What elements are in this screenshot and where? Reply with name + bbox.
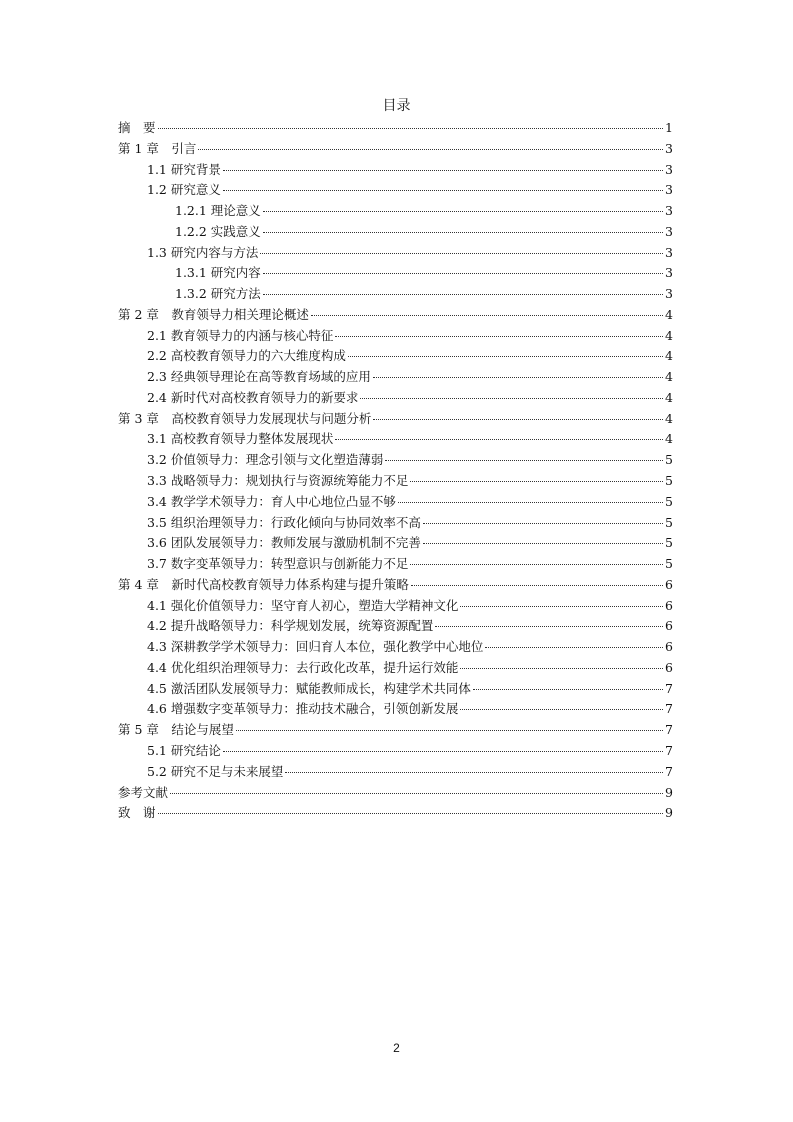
toc-leader-dots bbox=[158, 128, 664, 129]
toc-leader-dots bbox=[411, 585, 663, 586]
toc-leader-dots bbox=[263, 273, 663, 274]
toc-entry-page: 7 bbox=[665, 701, 673, 717]
toc-leader-dots bbox=[423, 523, 663, 524]
toc-entry[interactable] bbox=[118, 222, 673, 243]
toc-entry-page: 3 bbox=[665, 203, 673, 219]
toc-entry-text: 第 2 章 教育领导力相关理论概述 bbox=[118, 306, 309, 322]
toc-entry-text: 3.5 组织治理领导力：行政化倾向与协同效率不高 bbox=[147, 514, 421, 530]
toc-entry-text: 4.4 优化组织治理领导力：去行政化改革，提升运行效能 bbox=[147, 659, 459, 675]
toc-entry-text: 5.1 研究结论 bbox=[147, 742, 221, 758]
toc-leader-dots bbox=[460, 606, 663, 607]
toc-entry-text: 1.2.2 实践意义 bbox=[175, 223, 261, 239]
toc-entry[interactable] bbox=[118, 554, 673, 575]
toc-entry-page: 5 bbox=[665, 514, 673, 530]
toc-entry-text: 1.3 研究内容与方法 bbox=[147, 244, 259, 260]
toc-entry-page: 9 bbox=[665, 805, 673, 821]
toc-entry-page: 3 bbox=[665, 265, 673, 281]
toc-leader-dots bbox=[398, 502, 663, 503]
toc-entry-page: 4 bbox=[665, 306, 673, 322]
toc-entry-page: 6 bbox=[665, 618, 673, 634]
toc-leader-dots bbox=[260, 253, 663, 254]
page-number: 2 bbox=[393, 1041, 400, 1055]
toc-entry-text: 1.2 研究意义 bbox=[147, 182, 221, 198]
toc-entry[interactable] bbox=[118, 575, 673, 596]
toc-entry-text: 5.2 研究不足与未来展望 bbox=[147, 763, 284, 779]
toc-entry[interactable] bbox=[118, 180, 673, 201]
toc-entry-page: 5 bbox=[665, 556, 673, 572]
toc-entry-text: 3.6 团队发展领导力：教师发展与激励机制不完善 bbox=[147, 535, 421, 551]
toc-entry[interactable] bbox=[118, 326, 673, 347]
toc-entry-page: 5 bbox=[665, 452, 673, 468]
toc-entry-page: 6 bbox=[665, 639, 673, 655]
toc-entry-text: 3.2 价值领导力：理念引领与文化塑造薄弱 bbox=[147, 452, 384, 468]
toc-entry-page: 4 bbox=[665, 389, 673, 405]
toc-entry[interactable] bbox=[118, 699, 673, 720]
toc-leader-dots bbox=[223, 170, 663, 171]
toc-entry-page: 3 bbox=[665, 161, 673, 177]
toc-entry[interactable] bbox=[118, 492, 673, 513]
toc-title: 目录 bbox=[382, 98, 411, 114]
toc-entry-page: 5 bbox=[665, 535, 673, 551]
toc-entry-text: 第 3 章 高校教育领导力发展现状与问题分析 bbox=[118, 410, 372, 426]
toc-entry[interactable] bbox=[118, 720, 673, 741]
toc-leader-dots bbox=[423, 543, 663, 544]
toc-entry[interactable] bbox=[118, 243, 673, 264]
toc-leader-dots bbox=[348, 356, 663, 357]
toc-entry[interactable] bbox=[118, 284, 673, 305]
toc-entry[interactable] bbox=[118, 139, 673, 160]
toc-entry-text: 4.1 强化价值领导力：坚守育人初心，塑造大学精神文化 bbox=[147, 597, 459, 613]
toc-leader-dots bbox=[360, 398, 663, 399]
toc-entry[interactable] bbox=[118, 803, 673, 824]
toc-entry[interactable] bbox=[118, 762, 673, 783]
toc-leader-dots bbox=[285, 772, 663, 773]
toc-entry-text: 2.2 高校教育领导力的六大维度构成 bbox=[147, 348, 346, 364]
toc-entry[interactable] bbox=[118, 429, 673, 450]
toc-entry[interactable] bbox=[118, 596, 673, 617]
toc-leader-dots bbox=[335, 439, 663, 440]
toc-entry[interactable] bbox=[118, 450, 673, 471]
toc-entry-page: 4 bbox=[665, 369, 673, 385]
toc-leader-dots bbox=[263, 211, 663, 212]
toc-leader-dots bbox=[170, 793, 663, 794]
toc-entry-text: 第 1 章 引言 bbox=[118, 140, 197, 156]
toc-entry-text: 1.1 研究背景 bbox=[147, 161, 221, 177]
toc-entry[interactable] bbox=[118, 783, 673, 804]
toc-entry-text: 参考文献 bbox=[118, 784, 169, 800]
toc-entry[interactable] bbox=[118, 513, 673, 534]
toc-leader-dots bbox=[223, 190, 663, 191]
toc-entry-page: 7 bbox=[665, 722, 673, 738]
toc-entry-page: 6 bbox=[665, 659, 673, 675]
toc-entry-page: 7 bbox=[665, 742, 673, 758]
toc-entry-page: 3 bbox=[665, 182, 673, 198]
toc-leader-dots bbox=[473, 689, 663, 690]
toc-leader-dots bbox=[236, 730, 663, 731]
toc-entry-text: 3.7 数字变革领导力：转型意识与创新能力不足 bbox=[147, 556, 409, 572]
toc-entry[interactable] bbox=[118, 409, 673, 430]
toc-entry-page: 3 bbox=[665, 244, 673, 260]
toc-entry-page: 5 bbox=[665, 493, 673, 509]
toc-leader-dots bbox=[263, 232, 663, 233]
toc-leader-dots bbox=[435, 626, 663, 627]
toc-leader-dots bbox=[263, 294, 663, 295]
toc-entry[interactable] bbox=[118, 201, 673, 222]
toc-entry-page: 1 bbox=[665, 120, 673, 135]
toc-entry-text: 1.3.1 研究内容 bbox=[175, 265, 261, 281]
toc-leader-dots bbox=[223, 751, 663, 752]
toc-entry[interactable] bbox=[118, 388, 673, 409]
toc-leader-dots bbox=[460, 709, 663, 710]
toc-entry-page: 3 bbox=[665, 140, 673, 156]
toc-entry-text: 2.1 教育领导力的内涵与核心特征 bbox=[147, 327, 334, 343]
toc-entry-page: 6 bbox=[665, 576, 673, 592]
toc-entry-text: 1.2.1 理论意义 bbox=[175, 203, 261, 219]
toc-entry[interactable] bbox=[118, 741, 673, 762]
toc-entry-text: 3.1 高校教育领导力整体发展现状 bbox=[147, 431, 334, 447]
table-of-contents bbox=[118, 118, 673, 824]
toc-entry[interactable] bbox=[118, 637, 673, 658]
toc-entry-page: 5 bbox=[665, 473, 673, 489]
toc-entry-text: 摘 要 bbox=[118, 120, 156, 135]
toc-entry-page: 3 bbox=[665, 286, 673, 302]
toc-entry-text: 致 谢 bbox=[118, 805, 156, 821]
toc-leader-dots bbox=[373, 419, 663, 420]
toc-entry-page: 4 bbox=[665, 327, 673, 343]
toc-entry[interactable] bbox=[118, 471, 673, 492]
toc-entry-page: 3 bbox=[665, 223, 673, 239]
toc-entry-text: 2.3 经典领导理论在高等教育场域的应用 bbox=[147, 369, 371, 385]
toc-entry-page: 6 bbox=[665, 597, 673, 613]
toc-entry-text: 第 4 章 新时代高校教育领导力体系构建与提升策略 bbox=[118, 576, 409, 592]
toc-leader-dots bbox=[410, 481, 663, 482]
toc-entry[interactable] bbox=[118, 616, 673, 637]
toc-entry[interactable] bbox=[118, 346, 673, 367]
toc-leader-dots bbox=[485, 647, 663, 648]
toc-leader-dots bbox=[198, 149, 663, 150]
toc-entry-text: 第 5 章 结论与展望 bbox=[118, 722, 234, 738]
toc-leader-dots bbox=[385, 460, 663, 461]
toc-entry-text: 1.3.2 研究方法 bbox=[175, 286, 261, 302]
toc-entry-page: 4 bbox=[665, 410, 673, 426]
toc-entry[interactable] bbox=[118, 679, 673, 700]
toc-leader-dots bbox=[373, 377, 663, 378]
toc-entry[interactable] bbox=[118, 305, 673, 326]
toc-entry-text: 4.2 提升战略领导力：科学规划发展，统筹资源配置 bbox=[147, 618, 434, 634]
toc-entry-text: 4.6 增强数字变革领导力：推动技术融合，引领创新发展 bbox=[147, 701, 459, 717]
toc-entry-page: 4 bbox=[665, 431, 673, 447]
toc-entry[interactable] bbox=[118, 118, 673, 139]
toc-entry-text: 2.4 新时代对高校教育领导力的新要求 bbox=[147, 389, 359, 405]
toc-leader-dots bbox=[311, 315, 663, 316]
toc-leader-dots bbox=[460, 668, 663, 669]
toc-entry-text: 3.4 教学学术领导力：育人中心地位凸显不够 bbox=[147, 493, 396, 509]
toc-entry[interactable] bbox=[118, 160, 673, 181]
toc-leader-dots bbox=[158, 813, 664, 814]
toc-entry[interactable] bbox=[118, 533, 673, 554]
toc-leader-dots bbox=[410, 564, 663, 565]
toc-entry-page: 7 bbox=[665, 763, 673, 779]
toc-entry-page: 9 bbox=[665, 784, 673, 800]
toc-entry[interactable] bbox=[118, 658, 673, 679]
toc-entry-text: 3.3 战略领导力：规划执行与资源统筹能力不足 bbox=[147, 473, 409, 489]
toc-entry[interactable] bbox=[118, 263, 673, 284]
toc-entry[interactable] bbox=[118, 367, 673, 388]
toc-entry-text: 4.5 激活团队发展领导力：赋能教师成长，构建学术共同体 bbox=[147, 680, 471, 696]
toc-entry-page: 4 bbox=[665, 348, 673, 364]
toc-leader-dots bbox=[335, 336, 663, 337]
toc-entry-text: 4.3 深耕教学学术领导力：回归育人本位，强化教学中心地位 bbox=[147, 639, 484, 655]
toc-entry-page: 7 bbox=[665, 680, 673, 696]
